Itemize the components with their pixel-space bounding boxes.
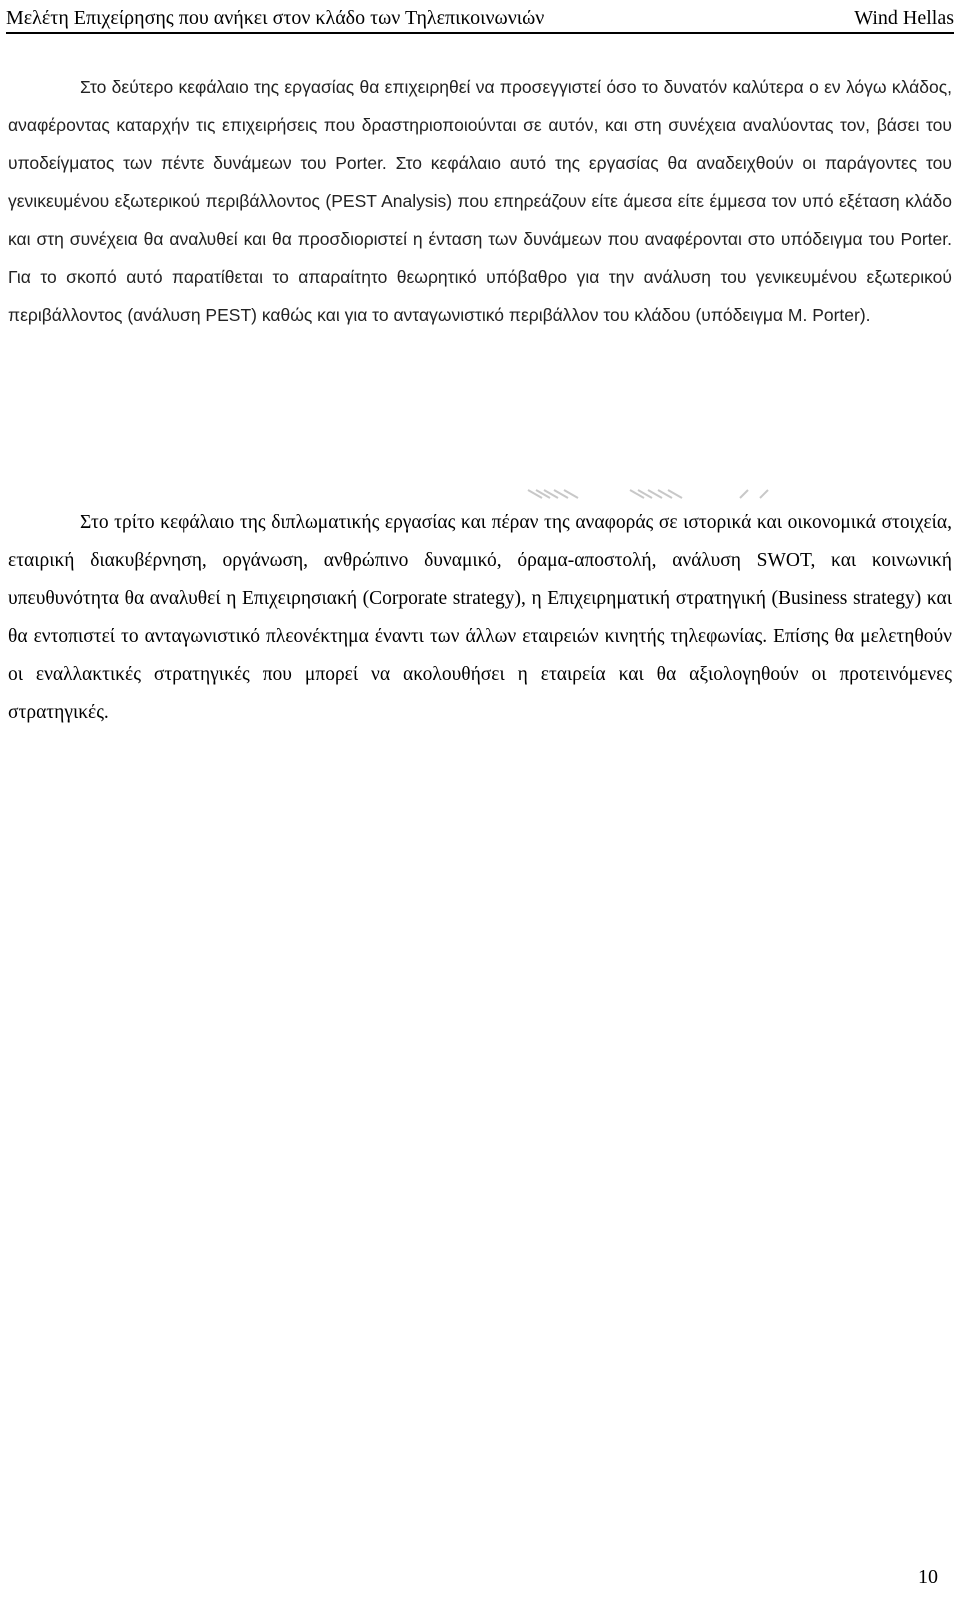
header-document-title: Μελέτη Επιχείρησης που ανήκει στον κλάδο των Τηλεπικοινωνιών: [6, 7, 545, 29]
header-company-name: Wind Hellas: [854, 7, 954, 29]
scan-artifact: [520, 488, 780, 500]
page-number: 10: [918, 1566, 938, 1588]
paragraph-chapter-two: Στο δεύτερο κεφάλαιο της εργασίας θα επιχειρηθεί να προσεγγιστεί όσο το δυνατόν καλύτερα ο εν λόγω κλάδος, αναφέροντας καταρχήν τις επιχειρήσεις που δραστηριοποιούνται σε αυτόν, και στη συνέχεια αναλύοντας τον, βάσει του υποδείγματος των πέντε δυνάμεων του Porter. Στο κεφάλαιο αυτό της εργασίας θα αναδειχθούν οι παράγοντες του γενικευμένου εξωτερικού περιβάλλοντος (PEST Analysis) που επηρεάζουν είτε άμεσα είτε έμμεσα τον υπό εξέταση κλάδο και στη συνέχεια θα αναλυθεί και θα προσδιοριστεί η ένταση των δυνάμεων που αναφέρονται στο υπόδειγμα του Porter. Για το σκοπό αυτό παρατίθεται το απαραίτητο θεωρητικό υπόβαθρο για την ανάλυση του γενικευμένου εξωτερικού περιβάλλοντος (ανάλυση PEST) καθώς και για το ανταγωνιστικό περιβάλλον του κλάδου (υπόδειγμα M. Porter).: [8, 77, 952, 325]
page-header: [6, 0, 954, 34]
paragraph-chapter-three: Στο τρίτο κεφάλαιο της διπλωματικής εργασίας και πέραν της αναφοράς σε ιστορικά και οικονομικά στοιχεία, εταιρική διακυβέρνηση, οργάνωση, ανθρώπινο δυναμικό, όραμα-αποστολή, ανάλυση SWOT, και κοινωνική υπευθυνότητα θα αναλυθεί η Επιχειρησιακή (Corporate strategy), η Επιχειρηματική στρατηγική (Business strategy) και θα εντοπιστεί το ανταγωνιστικό πλεονέκτημα έναντι των άλλων εταιρειών κινητής τηλεφωνίας. Επίσης θα μελετηθούν οι εναλλακτικές στρατηγικές που μπορεί να ακολουθήσει η εταιρεία και θα αξιολογηθούν οι προτεινόμενες στρατηγικές.: [8, 512, 952, 723]
